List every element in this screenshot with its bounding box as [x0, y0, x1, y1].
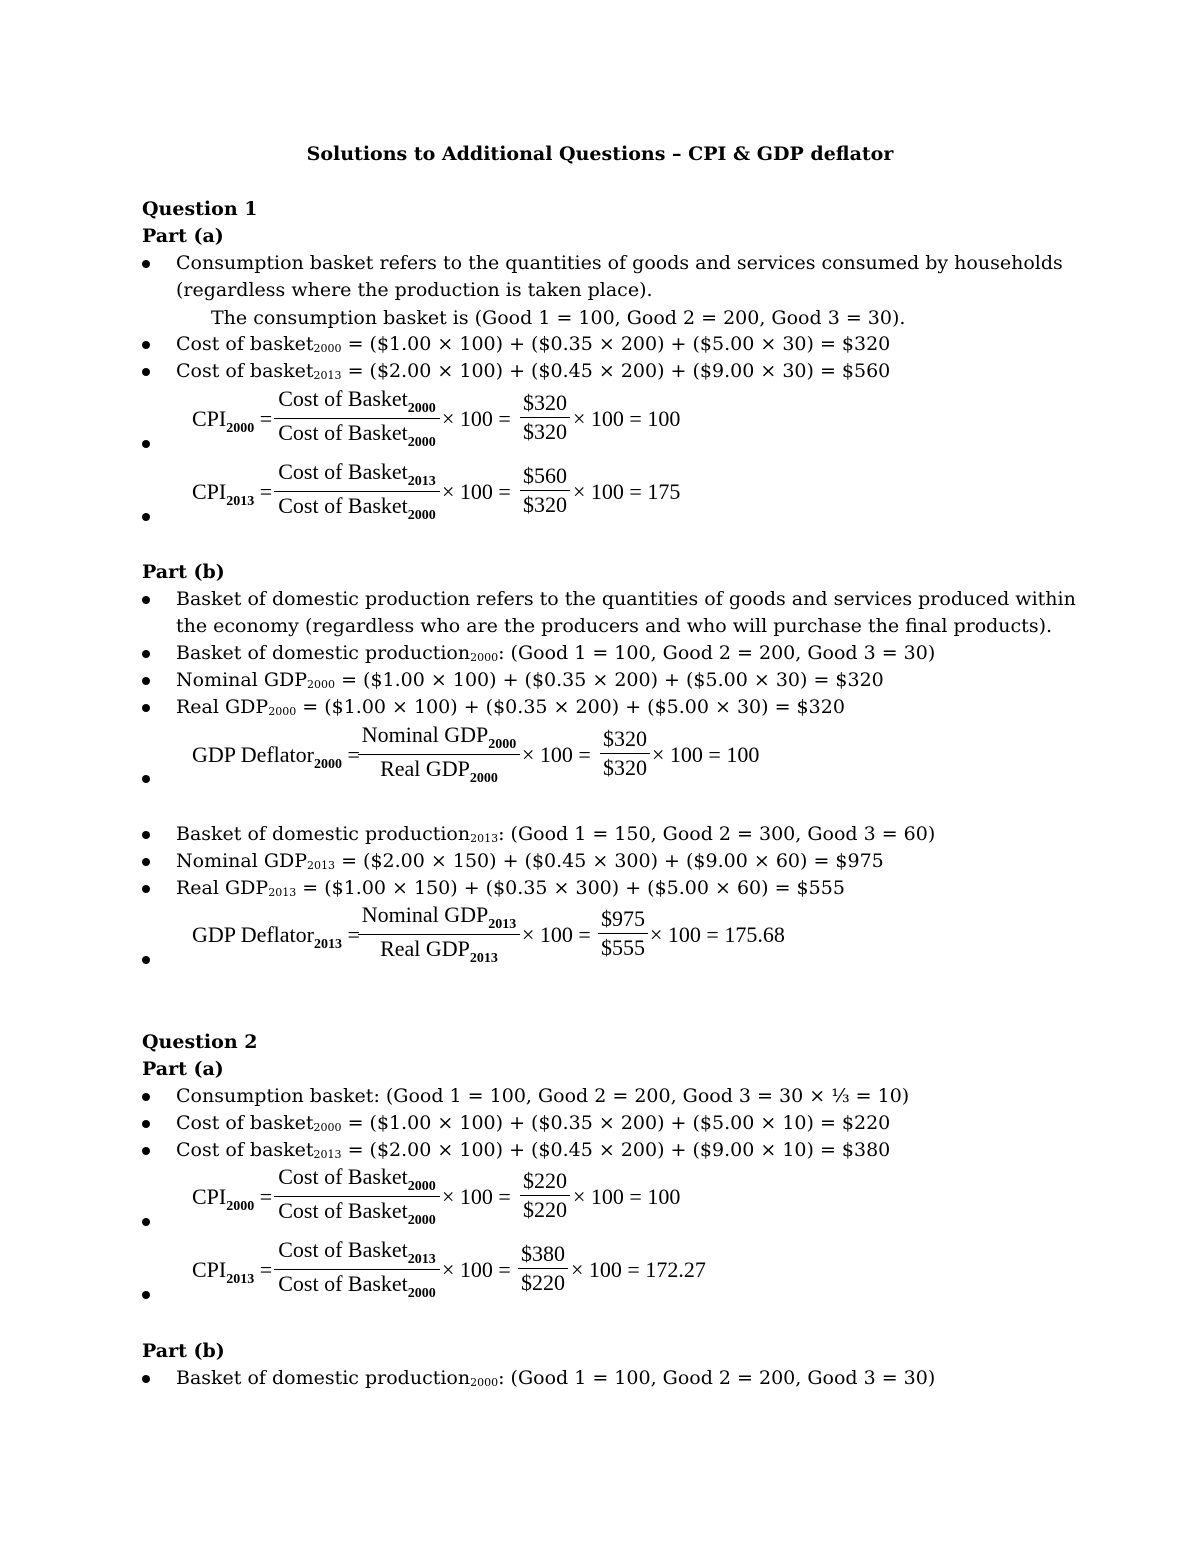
- q2-part-a-heading: Part (a): [142, 1058, 224, 1080]
- q2a-consumption-basket: Consumption basket: (Good 1 = 100, Good 2 = 200, Good 3 = 30 × ⅓ = 10): [176, 1085, 910, 1107]
- q2-cpi-2013-equation: $CPI_{2013}$ = Cost of Basket$_{2013}$ Cost of Basket$_{2000}$ × 100 = $380 $220 × 100 = 172.27: [192, 1237, 706, 1301]
- q2a-cost-basket-2013: Cost of basket2013 = ($2.00 × 100) + ($0.45 × 200) + ($9.00 × 10) = $380: [176, 1139, 891, 1161]
- bullet: [142, 1120, 150, 1128]
- cpi-2013-equation: $CPI_{2013}$ = Cost of Basket$_{2013}$ Cost of Basket$_{2000}$ × 100 = $560 $320 × 100 = 175: [192, 459, 681, 523]
- bullet: [142, 260, 150, 268]
- question-1-heading: Question 1: [142, 198, 258, 220]
- q2-cpi-2000-equation: $CPI_{2000}$ = Cost of Basket$_{2000}$ Cost of Basket$_{2000}$ × 100 = $220 $220 × 100 = 100: [192, 1164, 681, 1228]
- bullet: [142, 704, 150, 712]
- q1a-bullet-1-line-2: (regardless where the production is taken place).: [176, 279, 653, 301]
- cpi-2000-equation: $CPI_{2000}$ = Cost of Basket$_{2000}$ Cost of Basket$_{2000}$ × 100 = $320 $320 × 100 = 100: [192, 386, 681, 450]
- q1b-basket-2013: Basket of domestic production2013: (Good 1 = 150, Good 2 = 300, Good 3 = 60): [176, 823, 936, 845]
- q1a-cost-basket-2000: Cost of basket2000 = ($1.00 × 100) + ($0.35 × 200) + ($5.00 × 30) = $320: [176, 333, 891, 355]
- q1b-real-gdp-2013: Real GDP2013 = ($1.00 × 150) + ($0.35 × 300) + ($5.00 × 60) = $555: [176, 877, 845, 899]
- bullet: [142, 368, 150, 376]
- gdp-deflator-2013-equation: GDP Deflator$_{2013}$ = Nominal $GDP_{2013}$ Real $GDP_{2013}$ × 100 = $975 $555 × 100 = 175.68: [192, 902, 785, 966]
- gdp-deflator-2000-equation: GDP Deflator$_{2000}$ = Nominal $GDP_{2000}$ Real $GDP_{2000}$ × 100 = $320 $320 × 100 = 100: [192, 722, 760, 786]
- bullet: [142, 650, 150, 658]
- q1a-bullet-1-line-1: Consumption basket refers to the quantities of goods and services consumed by households: [176, 252, 1063, 274]
- q1a-bullet-1-line-3: The consumption basket is (Good 1 = 100, Good 2 = 200, Good 3 = 30).: [211, 307, 906, 329]
- q1-part-b-heading: Part (b): [142, 561, 225, 583]
- q2b-basket-2000: Basket of domestic production2000: (Good 1 = 100, Good 2 = 200, Good 3 = 30): [176, 1367, 936, 1389]
- question-2-heading: Question 2: [142, 1031, 258, 1053]
- bullet: [142, 341, 150, 349]
- q1-part-a-heading: Part (a): [142, 225, 224, 247]
- q1b-nominal-gdp-2000: Nominal GDP2000 = ($1.00 × 100) + ($0.35 × 200) + ($5.00 × 30) = $320: [176, 669, 884, 691]
- bullet: [142, 858, 150, 866]
- bullet: [142, 885, 150, 893]
- q1b-bullet-1-line-2: the economy (regardless who are the producers and who will purchase the final products).: [176, 615, 1053, 637]
- bullet: [142, 1375, 150, 1383]
- q1b-bullet-1-line-1: Basket of domestic production refers to the quantities of goods and services produced within: [176, 588, 1076, 610]
- document-title: Solutions to Additional Questions – CPI & GDP deflator: [306, 143, 894, 165]
- bullet: [142, 596, 150, 604]
- q2a-cost-basket-2000: Cost of basket2000 = ($1.00 × 100) + ($0.35 × 200) + ($5.00 × 10) = $220: [176, 1112, 891, 1134]
- q1a-cost-basket-2013: Cost of basket2013 = ($2.00 × 100) + ($0.45 × 200) + ($9.00 × 30) = $560: [176, 360, 891, 382]
- q2-part-b-heading: Part (b): [142, 1340, 225, 1362]
- bullet: [142, 1093, 150, 1101]
- bullet: [142, 677, 150, 685]
- bullet: [142, 831, 150, 839]
- bullet: [142, 1147, 150, 1155]
- q1b-nominal-gdp-2013: Nominal GDP2013 = ($2.00 × 150) + ($0.45 × 300) + ($9.00 × 60) = $975: [176, 850, 884, 872]
- q1b-real-gdp-2000: Real GDP2000 = ($1.00 × 100) + ($0.35 × 200) + ($5.00 × 30) = $320: [176, 696, 845, 718]
- q1b-basket-2000: Basket of domestic production2000: (Good 1 = 100, Good 2 = 200, Good 3 = 30): [176, 642, 936, 664]
